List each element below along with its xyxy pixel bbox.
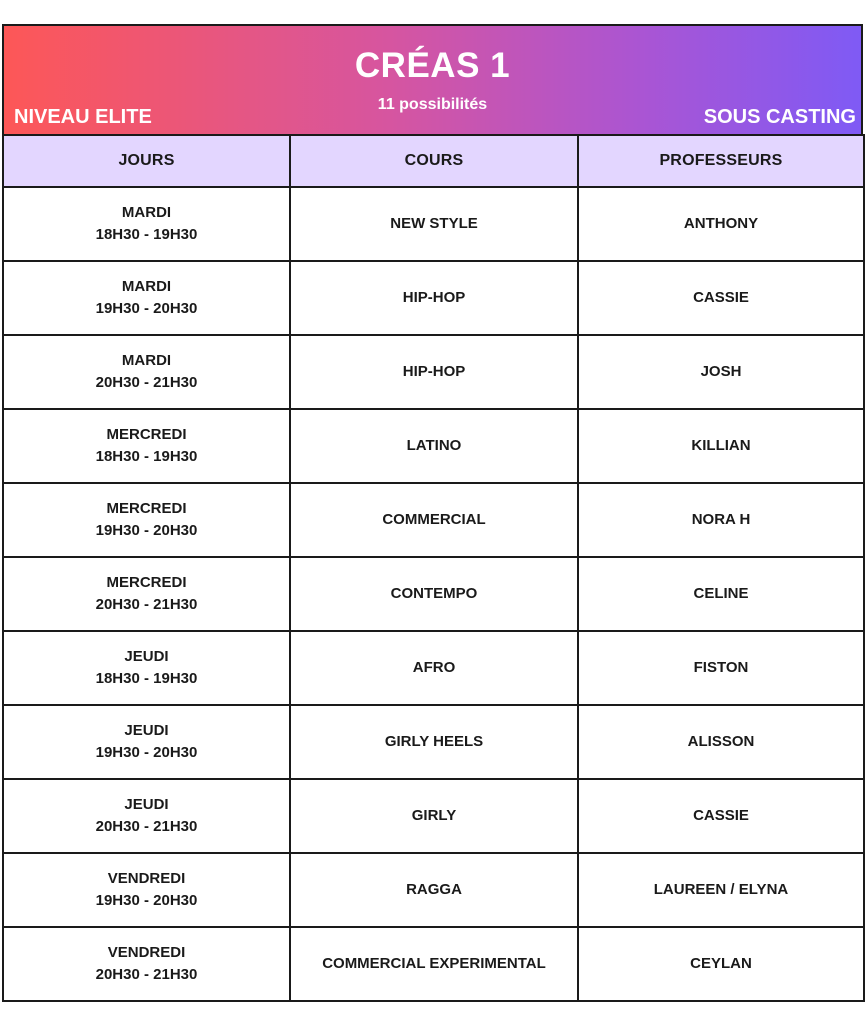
day-time-cell [3,187,290,261]
table-row [3,409,864,483]
table-row [3,261,864,335]
table-row [3,853,864,927]
day-time-cell [3,705,290,779]
day-label: VENDREDI [107,944,186,961]
course-cell: CONTEMPO [290,557,578,631]
header-teacher: PROFESSEURS [578,135,864,187]
level-label: NIVEAU ELITE [14,106,152,128]
time-label: 20H30 - 21H30 [95,966,198,983]
day-label: MARDI [121,278,172,295]
page-title: CRÉAS 1 [354,46,511,85]
day-label: VENDREDI [107,870,186,887]
course-cell: GIRLY HEELS [290,705,578,779]
header-course: COURS [290,135,578,187]
time-label: 18H30 - 19H30 [95,448,198,465]
time-label: 19H30 - 20H30 [95,892,198,909]
teacher-cell: ALISSON [578,705,864,779]
time-label: 20H30 - 21H30 [95,374,198,391]
teacher-cell: ANTHONY [578,187,864,261]
schedule-table [2,134,865,1002]
day-time-cell [3,261,290,335]
time-label: 19H30 - 20H30 [95,300,198,317]
day-label: JEUDI [124,648,169,665]
teacher-cell: CEYLAN [578,927,864,1001]
time-label: 19H30 - 20H30 [95,744,198,761]
course-cell: HIP-HOP [290,335,578,409]
day-label: MARDI [121,204,172,221]
day-label: MARDI [121,352,172,369]
day-label: MERCREDI [106,426,187,443]
course-cell: LATINO [290,409,578,483]
teacher-cell: CASSIE [578,261,864,335]
table-row [3,557,864,631]
day-label: JEUDI [124,796,169,813]
schedule-sheet [2,24,863,1002]
day-time-cell [3,483,290,557]
course-cell: COMMERCIAL EXPERIMENTAL [290,927,578,1001]
day-label: MERCREDI [106,574,187,591]
day-time-cell [3,557,290,631]
course-cell: AFRO [290,631,578,705]
day-time-cell [3,779,290,853]
table-row [3,705,864,779]
teacher-cell: LAUREEN / ELYNA [578,853,864,927]
day-time-cell [3,853,290,927]
time-label: 19H30 - 20H30 [95,522,198,539]
options-count: 11 possibilités [377,96,488,113]
header-days: JOURS [3,135,290,187]
time-label: 18H30 - 19H30 [95,226,198,243]
day-label: JEUDI [124,722,169,739]
course-cell: HIP-HOP [290,261,578,335]
course-cell: RAGGA [290,853,578,927]
table-row [3,187,864,261]
table-row [3,927,864,1001]
time-label: 18H30 - 19H30 [95,670,198,687]
header-banner [2,24,863,134]
day-time-cell [3,335,290,409]
day-time-cell [3,409,290,483]
table-row [3,483,864,557]
teacher-cell: CASSIE [578,779,864,853]
table-header-row [3,135,864,187]
teacher-cell: KILLIAN [578,409,864,483]
table-row [3,779,864,853]
course-cell: NEW STYLE [290,187,578,261]
day-label: MERCREDI [106,500,187,517]
table-row [3,631,864,705]
teacher-cell: CELINE [578,557,864,631]
teacher-cell: JOSH [578,335,864,409]
teacher-cell: FISTON [578,631,864,705]
course-cell: COMMERCIAL [290,483,578,557]
time-label: 20H30 - 21H30 [95,596,198,613]
day-time-cell [3,927,290,1001]
teacher-cell: NORA H [578,483,864,557]
time-label: 20H30 - 21H30 [95,818,198,835]
day-time-cell [3,631,290,705]
table-row [3,335,864,409]
casting-status-label: SOUS CASTING [703,106,856,128]
course-cell: GIRLY [290,779,578,853]
